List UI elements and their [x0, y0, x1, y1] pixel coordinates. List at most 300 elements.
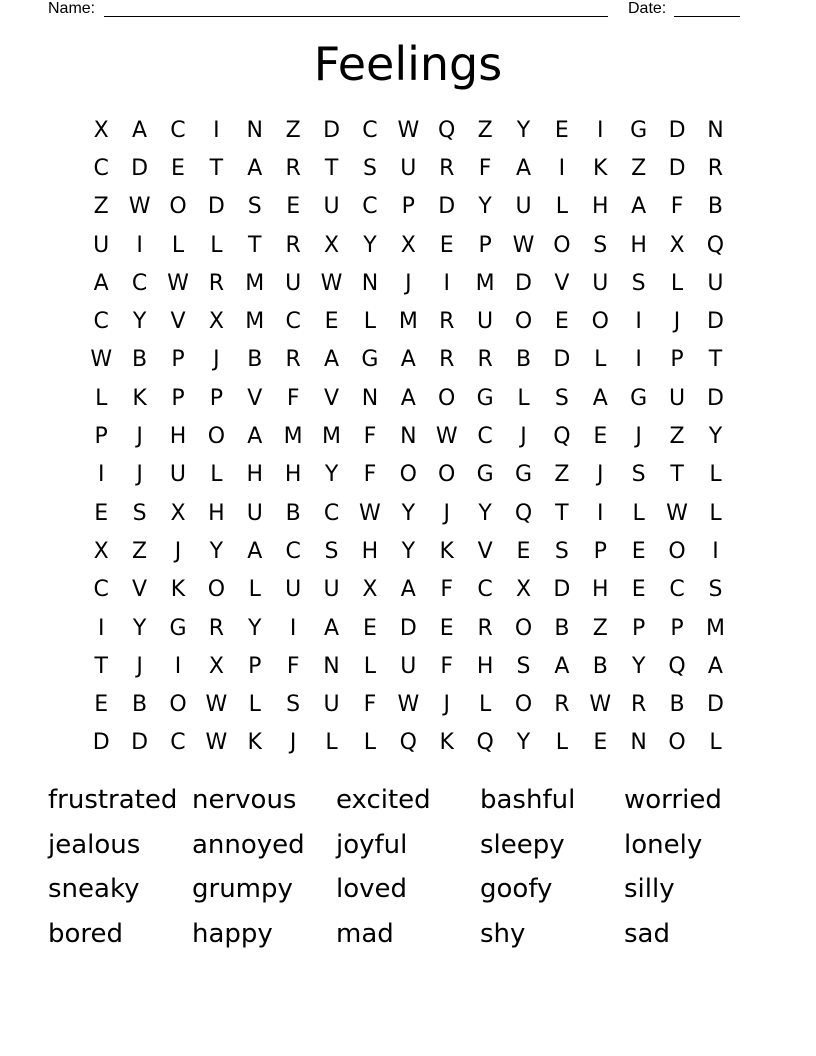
- grid-letter: L: [210, 462, 223, 488]
- grid-letter: X: [400, 232, 416, 258]
- grid-letter: Q: [706, 232, 725, 258]
- grid-letter: A: [247, 155, 263, 181]
- name-label: Name:: [48, 0, 96, 17]
- grid-row: [82, 264, 735, 302]
- grid-letter: G: [514, 462, 533, 488]
- grid-letter: K: [170, 577, 186, 603]
- grid-letter: A: [93, 270, 109, 296]
- grid-row: [82, 571, 735, 609]
- word-bank-row: [48, 778, 768, 823]
- grid-letter: Z: [132, 538, 148, 564]
- date-line: [674, 16, 740, 17]
- grid-letter: W: [397, 692, 420, 718]
- grid-row: [82, 149, 735, 187]
- grid-letter: Y: [132, 615, 147, 641]
- grid-letter: A: [515, 155, 532, 181]
- grid-letter: X: [170, 500, 186, 526]
- word-bank-item: shy: [480, 918, 526, 949]
- grid-letter: R: [439, 309, 455, 335]
- grid-letter: E: [439, 615, 454, 641]
- grid-letter: R: [208, 615, 225, 641]
- grid-letter: J: [136, 424, 143, 450]
- grid-letter: T: [670, 462, 684, 488]
- grid-letter: Q: [399, 730, 417, 756]
- grid-letter: A: [132, 117, 148, 143]
- grid-letter: A: [247, 424, 263, 450]
- grid-letter: M: [705, 615, 725, 641]
- grid-letter: S: [593, 232, 608, 258]
- grid-letter: X: [515, 577, 532, 603]
- grid-letter: N: [400, 424, 417, 450]
- grid-letter: Z: [285, 117, 301, 143]
- grid-letter: Y: [132, 309, 147, 335]
- grid-letter: B: [132, 347, 148, 373]
- grid-letter: Y: [363, 232, 377, 258]
- word-bank-item: sneaky: [48, 874, 140, 905]
- grid-letter: C: [362, 194, 378, 220]
- grid-letter: L: [478, 692, 492, 718]
- grid-letter: E: [554, 117, 569, 143]
- word-bank-item: excited: [336, 785, 431, 816]
- grid-letter: Y: [248, 615, 262, 641]
- grid-row: [82, 494, 735, 532]
- grid-letter: E: [554, 309, 569, 335]
- grid-letter: F: [440, 653, 454, 679]
- grid-letter: A: [554, 653, 570, 679]
- grid-letter: O: [514, 309, 533, 335]
- grid-row: [82, 417, 735, 455]
- grid-letter: L: [171, 232, 185, 258]
- grid-letter: Z: [592, 615, 608, 641]
- grid-letter: R: [285, 155, 301, 181]
- grid-letter: L: [363, 309, 377, 335]
- grid-letter: I: [213, 117, 220, 143]
- grid-letter: B: [554, 615, 570, 641]
- grid-letter: J: [443, 692, 450, 718]
- grid-row: [82, 188, 735, 226]
- grid-letter: Y: [631, 653, 646, 679]
- grid-letter: W: [128, 194, 151, 220]
- grid-letter: I: [597, 500, 604, 526]
- grid-letter: E: [631, 577, 646, 603]
- grid-letter: S: [362, 155, 377, 181]
- grid-letter: U: [323, 577, 340, 603]
- grid-letter: C: [170, 730, 186, 756]
- grid-letter: I: [597, 117, 604, 143]
- grid-row: [82, 302, 735, 340]
- grid-letter: G: [169, 615, 187, 641]
- grid-letter: D: [92, 730, 110, 756]
- grid-letter: S: [286, 692, 301, 718]
- grid-letter: B: [592, 653, 608, 679]
- grid-letter: C: [362, 117, 378, 143]
- grid-letter: A: [247, 538, 263, 564]
- grid-letter: U: [592, 270, 609, 296]
- grid-letter: V: [132, 577, 148, 603]
- grid-letter: U: [400, 653, 417, 679]
- word-bank-item: bored: [48, 918, 124, 949]
- grid-letter: R: [631, 692, 647, 718]
- grid-letter: D: [323, 117, 341, 143]
- grid-letter: C: [323, 500, 340, 526]
- grid-letter: V: [170, 309, 186, 335]
- grid-letter: W: [512, 232, 535, 258]
- grid-letter: T: [708, 347, 723, 373]
- grid-letter: J: [213, 347, 220, 373]
- grid-letter: Q: [668, 653, 686, 679]
- grid-letter: J: [443, 500, 450, 526]
- grid-letter: G: [361, 347, 379, 373]
- grid-letter: U: [400, 155, 417, 181]
- grid-letter: F: [670, 194, 684, 220]
- grid-letter: J: [597, 462, 604, 488]
- grid-letter: X: [93, 538, 109, 564]
- grid-letter: N: [323, 653, 340, 679]
- grid-letter: D: [438, 194, 456, 220]
- grid-row: [82, 341, 735, 379]
- grid-letter: D: [668, 155, 686, 181]
- grid-letter: J: [673, 309, 681, 335]
- grid-letter: H: [284, 462, 302, 488]
- grid-letter: B: [285, 500, 301, 526]
- grid-letter: J: [635, 424, 642, 450]
- grid-letter: B: [707, 194, 723, 220]
- word-bank-item: bashful: [480, 785, 576, 816]
- grid-letter: Y: [324, 462, 339, 488]
- grid-letter: P: [171, 385, 185, 411]
- page-title: Feelings: [313, 37, 503, 91]
- grid-letter: O: [399, 462, 417, 488]
- grid-letter: U: [285, 270, 302, 296]
- grid-letter: U: [323, 194, 340, 220]
- grid-letter: P: [94, 424, 108, 450]
- grid-row: [82, 724, 735, 762]
- word-bank: [48, 778, 768, 956]
- grid-letter: A: [631, 194, 647, 220]
- grid-letter: J: [136, 462, 143, 488]
- grid-letter: L: [325, 730, 338, 756]
- word-bank-item: joyful: [336, 829, 408, 860]
- grid-letter: M: [398, 309, 418, 335]
- word-bank-item: nervous: [192, 785, 297, 816]
- grid-letter: I: [136, 232, 143, 258]
- grid-letter: O: [207, 577, 226, 603]
- grid-letter: W: [320, 270, 343, 296]
- grid-letter: Z: [631, 155, 647, 181]
- grid-row: [82, 226, 735, 264]
- grid-letter: T: [324, 155, 339, 181]
- grid-letter: G: [630, 117, 648, 143]
- grid-letter: I: [712, 538, 719, 564]
- grid-letter: B: [669, 692, 685, 718]
- word-bank-item: worried: [624, 785, 722, 816]
- grid-letter: S: [631, 270, 646, 296]
- grid-letter: D: [131, 730, 149, 756]
- grid-letter: J: [174, 538, 182, 564]
- grid-letter: H: [476, 653, 494, 679]
- grid-letter: U: [93, 232, 110, 258]
- grid-letter: E: [362, 615, 377, 641]
- grid-row: [82, 647, 735, 685]
- grid-row: [82, 609, 735, 647]
- grid-letter: B: [132, 692, 148, 718]
- grid-letter: F: [363, 692, 377, 718]
- grid-row: [82, 456, 735, 494]
- grid-letter: L: [709, 500, 722, 526]
- grid-letter: L: [517, 385, 530, 411]
- grid-letter: E: [593, 424, 608, 450]
- grid-letter: D: [207, 194, 225, 220]
- grid-letter: W: [167, 270, 189, 296]
- grid-letter: G: [630, 385, 648, 411]
- grid-letter: E: [94, 500, 109, 526]
- grid-letter: W: [666, 500, 688, 526]
- grid-letter: R: [208, 270, 225, 296]
- grid-letter: I: [97, 462, 105, 488]
- grid-letter: V: [324, 385, 340, 411]
- grid-letter: L: [210, 232, 223, 258]
- grid-letter: J: [405, 270, 412, 296]
- grid-letter: N: [630, 730, 647, 756]
- grid-letter: Z: [477, 117, 493, 143]
- grid-letter: U: [285, 577, 302, 603]
- grid-letter: R: [439, 155, 455, 181]
- grid-letter: W: [205, 730, 228, 756]
- grid-letter: W: [205, 692, 228, 718]
- grid-letter: R: [285, 232, 301, 258]
- grid-letter: A: [324, 347, 340, 373]
- grid-letter: A: [400, 385, 416, 411]
- grid-letter: I: [635, 347, 642, 373]
- grid-letter: K: [132, 385, 147, 411]
- word-bank-item: grumpy: [192, 874, 293, 905]
- grid-letter: Y: [478, 194, 492, 220]
- grid-letter: O: [668, 538, 686, 564]
- grid-letter: F: [478, 155, 492, 181]
- grid-letter: Q: [438, 117, 456, 143]
- grid-letter: J: [289, 730, 297, 756]
- grid-letter: E: [171, 155, 185, 181]
- grid-letter: H: [630, 232, 647, 258]
- grid-letter: O: [169, 194, 187, 220]
- grid-letter: O: [514, 692, 533, 718]
- grid-letter: F: [363, 462, 377, 488]
- grid-letter: D: [399, 615, 417, 641]
- word-bank-item: goofy: [480, 874, 553, 905]
- grid-letter: Y: [209, 538, 224, 564]
- grid-letter: R: [439, 347, 455, 373]
- grid-letter: O: [207, 424, 226, 450]
- grid-letter: O: [438, 462, 456, 488]
- grid-letter: S: [324, 538, 339, 564]
- grid-letter: S: [708, 577, 723, 603]
- grid-letter: A: [400, 347, 416, 373]
- grid-letter: E: [286, 194, 301, 220]
- grid-letter: E: [593, 730, 608, 756]
- grid-letter: P: [593, 538, 607, 564]
- grid-letter: O: [169, 692, 187, 718]
- grid-letter: U: [246, 500, 263, 526]
- grid-letter: I: [635, 309, 642, 335]
- grid-letter: K: [439, 730, 454, 756]
- grid-letter: D: [131, 155, 149, 181]
- grid-letter: Y: [516, 730, 531, 756]
- grid-letter: X: [93, 117, 109, 143]
- grid-letter: P: [248, 653, 262, 679]
- grid-letter: U: [669, 385, 686, 411]
- grid-letter: O: [438, 385, 456, 411]
- grid-letter: Z: [669, 424, 685, 450]
- grid-letter: P: [478, 232, 492, 258]
- grid-letter: O: [553, 232, 571, 258]
- grid-letter: U: [707, 270, 724, 296]
- grid-letter: T: [248, 232, 262, 258]
- grid-letter: W: [359, 500, 381, 526]
- grid-letter: Y: [516, 117, 531, 143]
- grid-letter: D: [553, 577, 571, 603]
- grid-letter: S: [132, 500, 147, 526]
- grid-row: [82, 111, 735, 149]
- grid-letter: D: [706, 309, 724, 335]
- grid-letter: D: [553, 347, 571, 373]
- word-bank-item: annoyed: [192, 829, 305, 860]
- grid-letter: L: [555, 194, 569, 220]
- grid-letter: R: [707, 155, 724, 181]
- word-bank-row: [48, 912, 768, 957]
- grid-letter: Y: [401, 538, 416, 564]
- grid-letter: N: [361, 270, 379, 296]
- grid-letter: T: [94, 653, 108, 679]
- grid-letter: X: [208, 309, 224, 335]
- grid-letter: Q: [553, 424, 571, 450]
- grid-letter: H: [592, 194, 609, 220]
- grid-letter: M: [322, 424, 342, 450]
- grid-letter: M: [283, 424, 303, 450]
- grid-letter: E: [631, 538, 646, 564]
- grid-letter: F: [286, 385, 300, 411]
- grid-letter: N: [361, 385, 379, 411]
- grid-letter: R: [554, 692, 570, 718]
- grid-letter: Q: [514, 500, 533, 526]
- grid-letter: C: [93, 155, 109, 181]
- grid-letter: B: [247, 347, 263, 373]
- grid-letter: L: [248, 577, 261, 603]
- grid-letter: F: [440, 577, 454, 603]
- grid-letter: A: [707, 653, 723, 679]
- word-bank-row: [48, 867, 768, 912]
- grid-letter: H: [169, 424, 187, 450]
- grid-letter: X: [362, 577, 378, 603]
- grid-letter: T: [555, 500, 569, 526]
- grid-letter: U: [169, 462, 187, 488]
- grid-letter: G: [476, 385, 494, 411]
- grid-letter: P: [401, 194, 415, 220]
- word-bank-item: mad: [336, 918, 394, 949]
- grid-letter: H: [361, 538, 379, 564]
- grid-letter: M: [245, 309, 265, 335]
- grid-letter: K: [439, 538, 454, 564]
- grid-letter: L: [363, 653, 377, 679]
- grid-row: [82, 685, 735, 723]
- worksheet-header: [0, 0, 816, 20]
- grid-letter: L: [594, 347, 607, 373]
- grid-letter: C: [285, 538, 301, 564]
- grid-letter: O: [514, 615, 533, 641]
- grid-letter: L: [632, 500, 645, 526]
- grid-letter: S: [247, 194, 262, 220]
- grid-row: [82, 532, 735, 570]
- grid-letter: B: [515, 347, 532, 373]
- grid-letter: S: [554, 385, 569, 411]
- grid-letter: C: [477, 424, 493, 450]
- grid-letter: R: [477, 347, 493, 373]
- grid-letter: W: [90, 347, 113, 373]
- word-bank-row: [48, 823, 768, 868]
- grid-letter: W: [435, 424, 458, 450]
- name-line: [104, 16, 608, 17]
- grid-letter: I: [289, 615, 297, 641]
- grid-letter: D: [515, 270, 532, 296]
- grid-letter: X: [669, 232, 685, 258]
- date-label: Date:: [628, 0, 667, 17]
- grid-letter: U: [323, 692, 340, 718]
- grid-letter: E: [94, 692, 109, 718]
- grid-letter: L: [363, 730, 377, 756]
- grid-letter: T: [209, 155, 224, 181]
- grid-letter: D: [706, 385, 724, 411]
- grid-letter: F: [363, 424, 377, 450]
- grid-letter: C: [131, 270, 148, 296]
- grid-letter: L: [95, 385, 108, 411]
- grid-letter: O: [591, 309, 609, 335]
- grid-letter: C: [170, 117, 186, 143]
- grid-letter: N: [707, 117, 724, 143]
- grid-letter: F: [286, 653, 300, 679]
- grid-letter: N: [246, 117, 263, 143]
- grid-letter: H: [246, 462, 264, 488]
- grid-letter: S: [631, 462, 646, 488]
- word-bank-item: loved: [336, 874, 408, 905]
- grid-letter: E: [439, 232, 454, 258]
- grid-letter: D: [706, 692, 724, 718]
- grid-letter: P: [670, 347, 684, 373]
- grid-letter: I: [174, 653, 182, 679]
- grid-letter: C: [93, 577, 109, 603]
- grid-letter: L: [709, 462, 722, 488]
- grid-letter: I: [558, 155, 566, 181]
- grid-letter: X: [324, 232, 340, 258]
- grid-letter: C: [669, 577, 685, 603]
- grid-letter: K: [593, 155, 608, 181]
- grid-letter: H: [208, 500, 225, 526]
- word-bank-item: sleepy: [480, 829, 565, 860]
- grid-letter: A: [592, 385, 608, 411]
- grid-letter: A: [400, 577, 416, 603]
- grid-letter: Y: [478, 500, 492, 526]
- grid-letter: Z: [554, 462, 570, 488]
- word-bank-item: happy: [192, 918, 273, 949]
- grid-letter: O: [668, 730, 686, 756]
- word-bank-item: lonely: [624, 829, 703, 860]
- grid-letter: I: [443, 270, 450, 296]
- grid-letter: S: [516, 653, 531, 679]
- grid-letter: Q: [476, 730, 494, 756]
- grid-letter: U: [515, 194, 532, 220]
- word-bank-item: silly: [624, 874, 675, 905]
- grid-letter: E: [324, 309, 339, 335]
- grid-letter: C: [477, 577, 493, 603]
- grid-letter: X: [208, 653, 224, 679]
